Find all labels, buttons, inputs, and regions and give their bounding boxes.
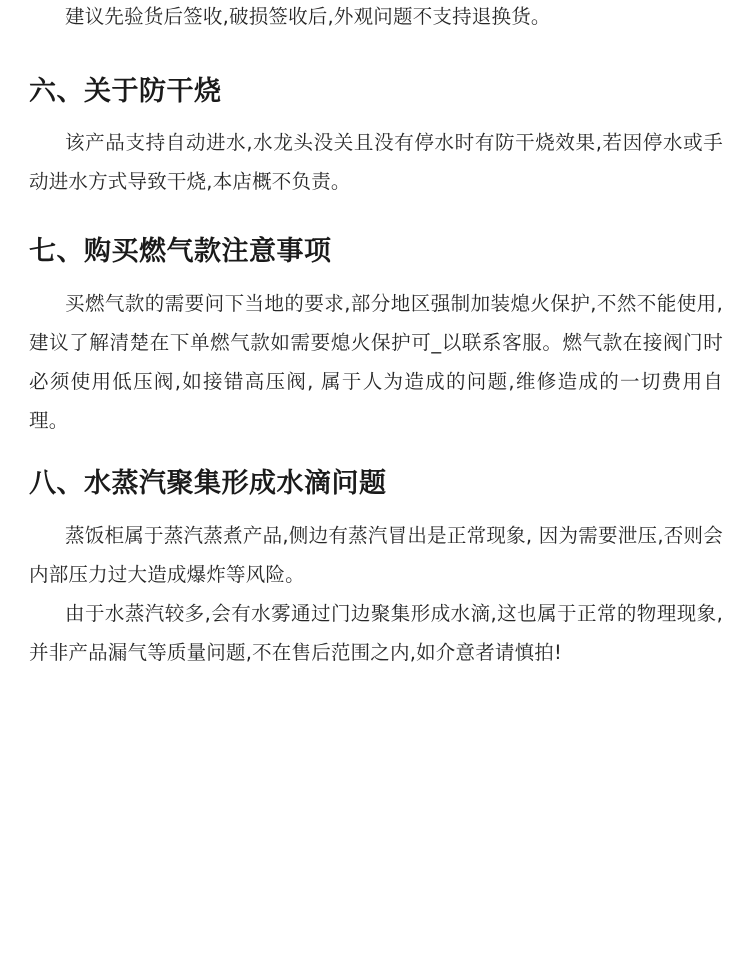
section-7-paragraph: 买燃气款的需要问下当地的要求,部分地区强制加装熄火保护,不然不能使用,建议了解清楚在下单燃气款如需要熄火保护可_以联系客服。燃气款在接阀门时必须使用低压阀,如接错高压阀, 属于人为造成的问题,维修造成的一切费用自理。 bbox=[29, 292, 723, 432]
section-6-heading: 六、关于防干烧 bbox=[29, 76, 222, 107]
section-8-paragraph-1: 蒸饭柜属于蒸汽蒸煮产品,侧边有蒸汽冒出是正常现象, 因为需要泄压,否则会内部压力过大造成爆炸等风险。 bbox=[29, 524, 723, 586]
section-6-paragraph: 该产品支持自动进水,水龙头没关且没有停水时有防干烧效果,若因停水或手动进水方式导致干烧,本店概不负责。 bbox=[29, 131, 723, 193]
intro-paragraph: 建议先验货后签收,破损签收后,外观问题不支持退换货。 bbox=[65, 5, 551, 28]
section-8-heading: 八、水蒸汽聚集形成水滴问题 bbox=[29, 468, 387, 499]
section-7-heading: 七、购买燃气款注意事项 bbox=[29, 236, 332, 267]
section-8-paragraph-2: 由于水蒸汽较多,会有水雾通过门边聚集形成水滴,这也属于正常的物理现象,并非产品漏气等质量问题,不在售后范围之内,如介意者请慎拍! bbox=[29, 602, 723, 664]
